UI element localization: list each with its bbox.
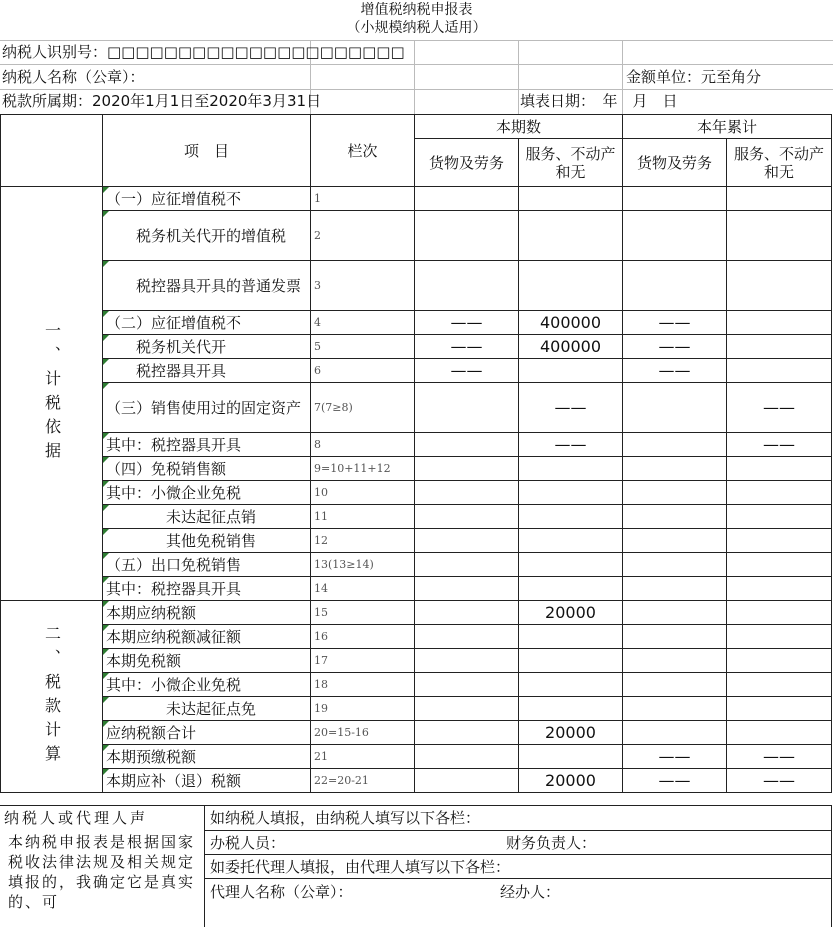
row-label: （四）免税销售额: [103, 457, 311, 481]
row-line-number: 1: [311, 187, 415, 211]
table-row: [1, 553, 832, 577]
row-line-number: 16: [311, 625, 415, 649]
value-cell[interactable]: [623, 721, 727, 745]
value-cell[interactable]: [623, 625, 727, 649]
value-cell[interactable]: [623, 383, 727, 433]
row-label: 未达起征点销: [103, 505, 311, 529]
value-cell[interactable]: [727, 481, 832, 505]
value-cell[interactable]: [727, 211, 832, 261]
value-cell[interactable]: [623, 553, 727, 577]
value-cell[interactable]: [727, 335, 832, 359]
row-label: 未达起征点免: [103, 697, 311, 721]
header-rule: [0, 64, 833, 65]
row-label: 税控器具开具: [103, 359, 311, 383]
value-cell[interactable]: [415, 745, 519, 769]
value-cell[interactable]: [727, 359, 832, 383]
value-cell[interactable]: ——: [623, 745, 727, 769]
value-cell[interactable]: [519, 649, 623, 673]
row-line-number: 15: [311, 601, 415, 625]
value-cell[interactable]: ——: [727, 433, 832, 457]
agent-fill-note: 如委托代理人填报，由代理人填写以下各栏：: [210, 858, 511, 876]
table-row: [1, 187, 832, 211]
taxpayer-name: 纳税人名称（公章）：: [2, 68, 145, 86]
row-label: 税务机关代开的增值税: [103, 211, 311, 261]
col-header-goods: 货物及劳务: [415, 139, 519, 187]
value-cell[interactable]: [415, 433, 519, 457]
value-cell[interactable]: [727, 625, 832, 649]
row-line-number: 12: [311, 529, 415, 553]
row-line-number: 11: [311, 505, 415, 529]
row-line-number: 17: [311, 649, 415, 673]
value-cell[interactable]: [415, 211, 519, 261]
finance-head-label: 财务负责人：: [506, 834, 597, 852]
table-row: [1, 697, 832, 721]
row-label: （三）销售使用过的固定资产: [103, 383, 311, 433]
row-line-number: 4: [311, 311, 415, 335]
value-cell[interactable]: [415, 457, 519, 481]
value-cell[interactable]: [727, 721, 832, 745]
value-cell[interactable]: ——: [623, 311, 727, 335]
row-label: （一）应征增值税不: [103, 187, 311, 211]
value-cell[interactable]: [623, 211, 727, 261]
value-cell[interactable]: ——: [623, 359, 727, 383]
table-row: [1, 529, 832, 553]
value-cell[interactable]: [727, 505, 832, 529]
value-cell[interactable]: [415, 529, 519, 553]
value-cell[interactable]: ——: [727, 745, 832, 769]
value-cell[interactable]: [415, 601, 519, 625]
table-row: [1, 745, 832, 769]
value-cell[interactable]: [623, 601, 727, 625]
value-cell[interactable]: ——: [519, 433, 623, 457]
value-cell[interactable]: [727, 261, 832, 311]
table-row: [1, 359, 832, 383]
value-cell[interactable]: [415, 721, 519, 745]
row-label: 本期免税额: [103, 649, 311, 673]
amount-unit: 金额单位：元至角分: [626, 68, 762, 86]
form-subtitle: （小规模纳税人适用）: [346, 20, 487, 36]
value-cell[interactable]: ——: [623, 335, 727, 359]
value-cell[interactable]: [623, 577, 727, 601]
value-cell[interactable]: [727, 697, 832, 721]
declaration-table: [0, 114, 832, 793]
row-line-number: 5: [311, 335, 415, 359]
value-cell[interactable]: [519, 697, 623, 721]
table-row: [1, 261, 832, 311]
row-line-number: 10: [311, 481, 415, 505]
table-row: [1, 649, 832, 673]
table-row: [1, 505, 832, 529]
row-line-number: 3: [311, 261, 415, 311]
value-cell[interactable]: [519, 673, 623, 697]
section-basis: [1, 187, 103, 601]
row-line-number: 13(13≥14): [311, 553, 415, 577]
row-label: （二）应征增值税不: [103, 311, 311, 335]
value-cell[interactable]: [415, 505, 519, 529]
row-label: 其中：税控器具开具: [103, 433, 311, 457]
value-cell[interactable]: [519, 745, 623, 769]
value-cell[interactable]: [623, 457, 727, 481]
row-line-number: 8: [311, 433, 415, 457]
taxpayer-fill-note: 如纳税人填报，由纳税人填写以下各栏：: [210, 809, 481, 827]
value-cell[interactable]: [623, 261, 727, 311]
value-cell[interactable]: 20000: [519, 721, 623, 745]
col-header-services: 服务、不动产和无: [727, 139, 832, 187]
row-line-number: 6: [311, 359, 415, 383]
value-cell[interactable]: [519, 359, 623, 383]
header-rule: [518, 40, 519, 114]
declaration-area: [0, 805, 832, 927]
table-row: [1, 383, 832, 433]
value-cell[interactable]: [727, 577, 832, 601]
value-cell[interactable]: [415, 625, 519, 649]
value-cell[interactable]: [727, 601, 832, 625]
row-label: 其中：税控器具开具: [103, 577, 311, 601]
table-row: [1, 721, 832, 745]
table-row: [1, 673, 832, 697]
row-label: 税务机关代开: [103, 335, 311, 359]
col-header-services: 服务、不动产和无: [519, 139, 623, 187]
value-cell[interactable]: 400000: [519, 311, 623, 335]
value-cell[interactable]: [415, 577, 519, 601]
taxpayer-id: 纳税人识别号：□□□□□□□□□□□□□□□□□□□□□: [2, 43, 405, 61]
col-header-cumulative: 本年累计: [623, 115, 832, 139]
row-label: 应纳税额合计: [103, 721, 311, 745]
value-cell[interactable]: [519, 481, 623, 505]
value-cell[interactable]: [415, 769, 519, 793]
table-row: [1, 481, 832, 505]
value-cell[interactable]: [727, 553, 832, 577]
value-cell[interactable]: ——: [415, 311, 519, 335]
value-cell[interactable]: ——: [727, 383, 832, 433]
value-cell[interactable]: [519, 187, 623, 211]
section-label: 一、计税依据: [42, 321, 62, 466]
table-row: [1, 577, 832, 601]
value-cell[interactable]: ——: [415, 335, 519, 359]
value-cell[interactable]: [623, 697, 727, 721]
value-cell[interactable]: [623, 433, 727, 457]
value-cell[interactable]: [727, 529, 832, 553]
fill-date: 填表日期： 年 月 日: [520, 92, 678, 110]
row-line-number: 14: [311, 577, 415, 601]
value-cell[interactable]: ——: [519, 383, 623, 433]
value-cell[interactable]: [415, 383, 519, 433]
row-line-number: 22=20-21: [311, 769, 415, 793]
value-cell[interactable]: [519, 261, 623, 311]
value-cell[interactable]: [519, 577, 623, 601]
value-cell[interactable]: [415, 187, 519, 211]
table-row: [1, 433, 832, 457]
value-cell[interactable]: [415, 553, 519, 577]
header-rule: [0, 89, 833, 90]
value-cell[interactable]: [519, 625, 623, 649]
row-label: 本期应补（退）税额: [103, 769, 311, 793]
value-cell[interactable]: [623, 481, 727, 505]
value-cell[interactable]: 20000: [519, 601, 623, 625]
row-line-number: 7(7≥8): [311, 383, 415, 433]
row-line-number: 19: [311, 697, 415, 721]
value-cell[interactable]: [519, 211, 623, 261]
row-label: 其中：小微企业免税: [103, 673, 311, 697]
row-label: 本期应纳税额: [103, 601, 311, 625]
section-tax: [1, 601, 103, 793]
value-cell[interactable]: [415, 261, 519, 311]
row-label: 本期应纳税额减征额: [103, 625, 311, 649]
header-rule: [0, 40, 833, 41]
value-cell[interactable]: [519, 457, 623, 481]
value-cell[interactable]: [727, 673, 832, 697]
section-label: 二、税款计算: [42, 624, 62, 769]
tax-period: 税款所属期：2020年1月1日至2020年3月31日: [2, 92, 322, 110]
table-row: [1, 601, 832, 625]
value-cell[interactable]: [623, 529, 727, 553]
value-cell[interactable]: 400000: [519, 335, 623, 359]
declaration-title: 纳税人或代理人声: [4, 809, 149, 827]
value-cell[interactable]: ——: [415, 359, 519, 383]
col-header-goods: 货物及劳务: [623, 139, 727, 187]
row-label: 税控器具开具的普通发票: [103, 261, 311, 311]
row-label: （五）出口免税销售: [103, 553, 311, 577]
row-line-number: 20=15-16: [311, 721, 415, 745]
value-cell[interactable]: [623, 673, 727, 697]
value-cell[interactable]: [519, 553, 623, 577]
agent-name-label: 代理人名称（公章）：: [210, 883, 353, 901]
value-cell[interactable]: 20000: [519, 769, 623, 793]
row-label: 本期预缴税额: [103, 745, 311, 769]
value-cell[interactable]: [519, 529, 623, 553]
form-title: 增值税纳税申报表: [360, 2, 473, 18]
value-cell[interactable]: [519, 505, 623, 529]
value-cell[interactable]: [623, 505, 727, 529]
row-line-number: 9=10+11+12: [311, 457, 415, 481]
col-header-current: 本期数: [415, 115, 623, 139]
value-cell[interactable]: [727, 649, 832, 673]
value-cell[interactable]: [623, 187, 727, 211]
value-cell[interactable]: [727, 311, 832, 335]
header-rule: [414, 40, 415, 114]
row-line-number: 21: [311, 745, 415, 769]
table-row: [1, 625, 832, 649]
value-cell[interactable]: [415, 649, 519, 673]
declaration-statement: 本纳税申报表是根据国家税收法律法规及相关规定填报的，我确定它是真实的、可: [8, 833, 196, 911]
blank-header-cell: [1, 115, 103, 187]
col-header-item: 项 目: [103, 115, 311, 187]
value-cell[interactable]: ——: [727, 769, 832, 793]
row-line-number: 2: [311, 211, 415, 261]
handler-label: 经办人：: [500, 883, 561, 901]
value-cell[interactable]: [623, 649, 727, 673]
tax-officer-label: 办税人员：: [210, 834, 286, 852]
table-row: [1, 769, 832, 793]
row-label: 其他免税销售: [103, 529, 311, 553]
col-header-line: 栏次: [311, 115, 415, 187]
row-label: 其中：小微企业免税: [103, 481, 311, 505]
table-row: [1, 311, 832, 335]
value-cell[interactable]: [727, 457, 832, 481]
value-cell[interactable]: ——: [623, 769, 727, 793]
value-cell[interactable]: [415, 481, 519, 505]
value-cell[interactable]: [727, 187, 832, 211]
table-row: [1, 211, 832, 261]
value-cell[interactable]: [415, 697, 519, 721]
value-cell[interactable]: [415, 673, 519, 697]
table-row: [1, 457, 832, 481]
table-row: [1, 335, 832, 359]
row-line-number: 18: [311, 673, 415, 697]
